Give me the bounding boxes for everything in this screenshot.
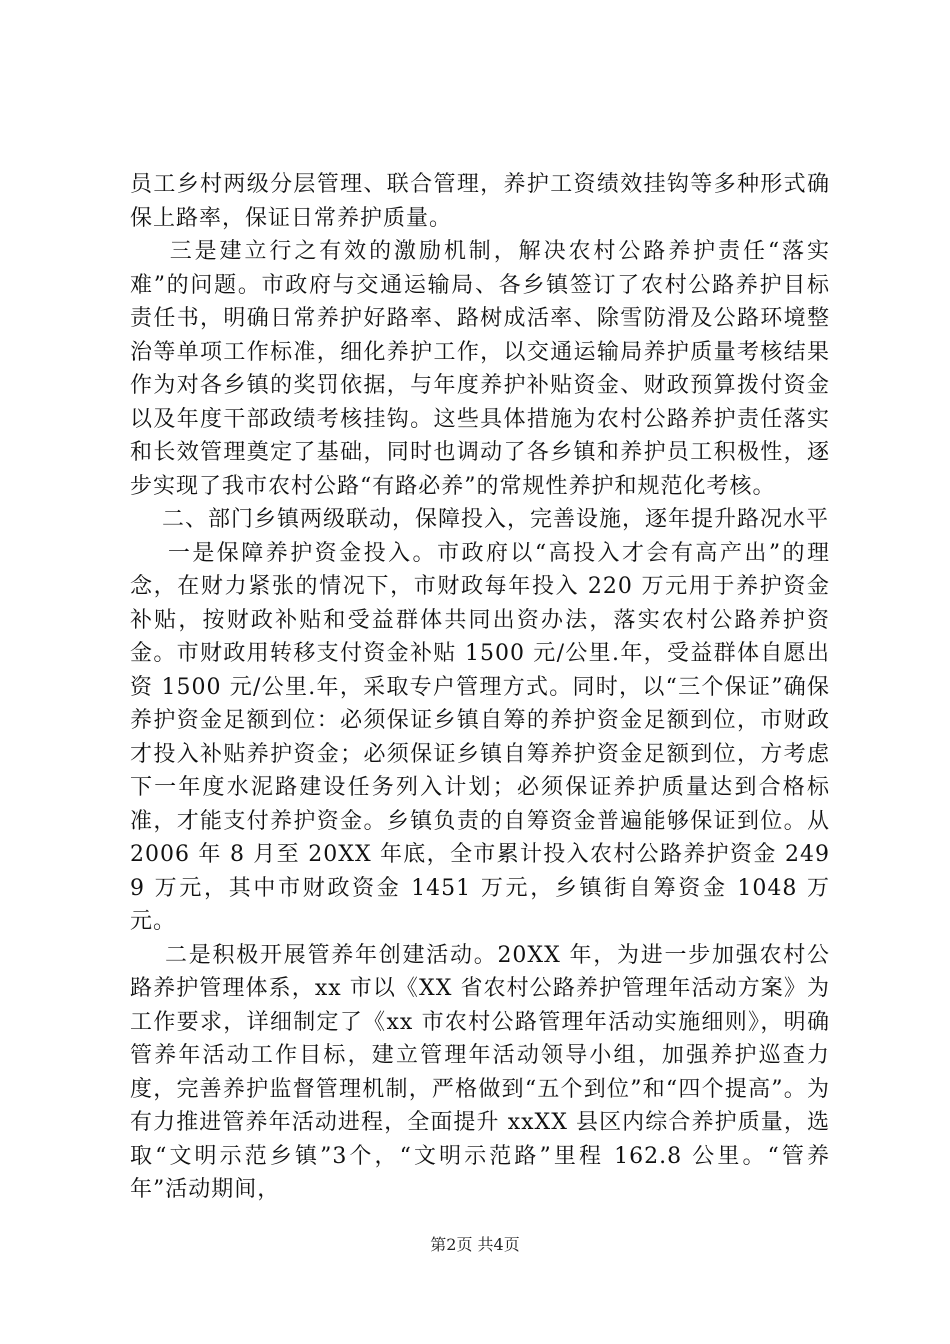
paragraph-5: 二是积极开展管养年创建活动。20XX 年，为进一步加强农村公路养护管理体系，xx 市以《XX 省农村公路养护管理年活动方案》为工作要求，详细制定了《xx 市农村公路管理年活动实施细则》，明确管养年活动工作目标，建立管理年活动领导小组，加强养护巡查力度，完善养护监督管理机制，严格做到“五个到位”和“四个提高”。为有力推进管养年活动进程，全面提升 xxXX 县区内综合养护质量，选取“文明示范乡镇”3个，“文明示范路”里程 162.8 公里。“管养年”活动期间，	[130, 942, 830, 1202]
paragraph-4: 一是保障养护资金投入。市政府以“高投入才会有高产出”的理念，在财力紧张的情况下，市财政每年投入 220 万元用于养护资金补贴，按财政补贴和受益群体共同出资办法，落实农村公路养护资金。市财政用转移支付资金补贴 1500 元/公里.年，受益群体自愿出资 1500 元/公里.年，采取专户管理方式。同时，以“三个保证”确保养护资金足额到位：必须保证乡镇自筹的养护资金足额到位，市财政才投入补贴养护资金；必须保证乡镇自筹养护资金足额到位，方考虑下一年度水泥路建设任务列入计划；必须保证养护质量达到合格标准，才能支付养护资金。乡镇负责的自筹资金普遍能够保证到位。从 2006 年 8 月至 20XX 年底，全市累计投入农村公路养护资金 2499 万元，其中市财政资金 1451 万元，乡镇街自筹资金 1048 万元。	[130, 540, 838, 934]
paragraph-3: 二、部门乡镇两级联动，保障投入，完善设施，逐年提升路况水平	[130, 507, 829, 532]
page-number-footer: 第2页 共4页	[430, 1235, 520, 1254]
document-body	[130, 168, 838, 1207]
paragraph-2: 三是建立行之有效的激励机制，解决农村公路养护责任“落实难”的问题。市政府与交通运输局、各乡镇签订了农村公路养护目标责任书，明确日常养护好路率、路树成活率、除雪防滑及公路环境整治等单项工作标准，细化养护工作，以交通运输局养护质量考核结果作为对各乡镇的奖罚依据，与年度养护补贴资金、财政预算拨付资金以及年度干部政绩考核挂钩。这些具体措施为农村公路养护责任落实和长效管理奠定了基础，同时也调动了各乡镇和养护员工积极性，逐步实现了我市农村公路“有路必养”的常规性养护和规范化考核。	[130, 239, 831, 499]
paragraph-1: 员工乡村两级分层管理、联合管理，养护工资绩效挂钩等多种形式确保上路率，保证日常养护质量。	[130, 172, 830, 231]
